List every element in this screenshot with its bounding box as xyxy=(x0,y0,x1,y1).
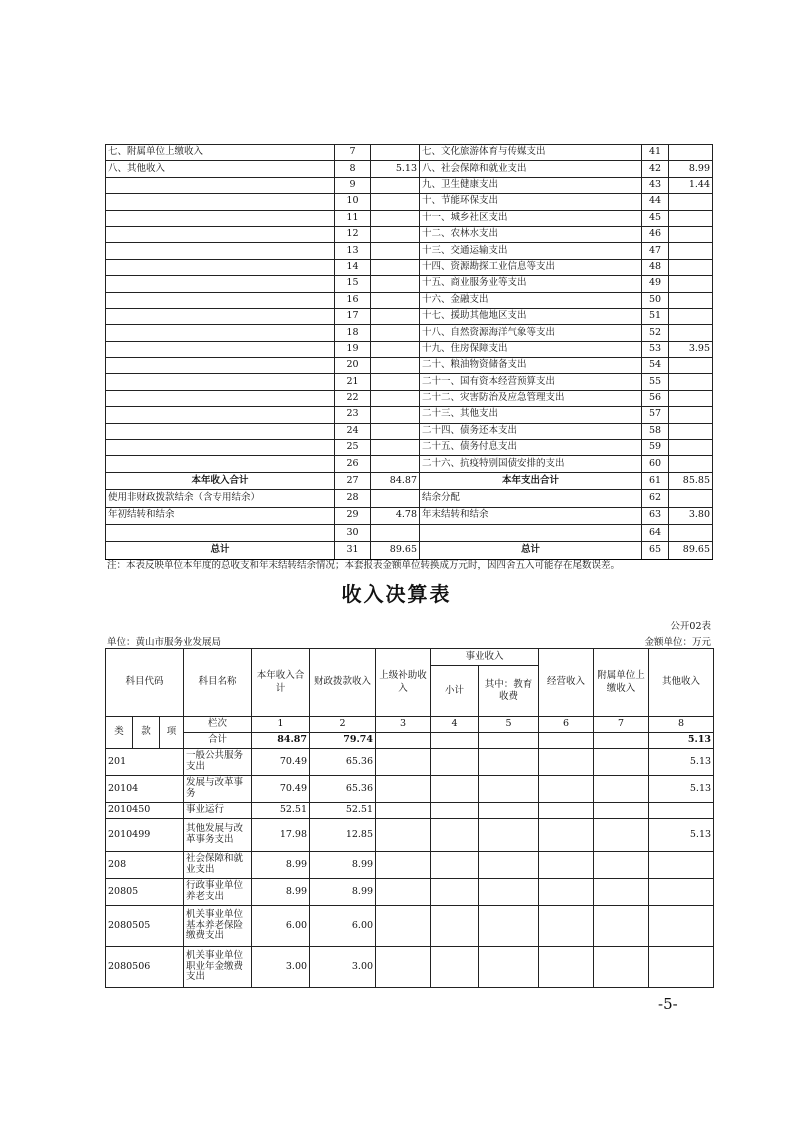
subject-name: 行政事业单位养老支出 xyxy=(184,879,252,906)
non-fiscal-balance-row xyxy=(106,490,713,507)
line-number: 9 xyxy=(335,177,371,193)
line-number: 22 xyxy=(335,390,371,406)
line-number: 48 xyxy=(642,259,669,275)
line-number: 25 xyxy=(335,440,371,456)
expense-item: 二十五、债务付息支出 xyxy=(420,440,642,456)
subject-name: 社会保障和就业支出 xyxy=(184,852,252,879)
line-number: 64 xyxy=(642,524,669,541)
beginning-balance-label: 年初结转和结余 xyxy=(106,507,335,524)
subject-name: 发展与改革事务 xyxy=(184,776,252,803)
total-year-expense-label: 本年支出合计 xyxy=(420,472,642,489)
income-amount xyxy=(371,145,420,161)
subject-name: 机关事业单位基本养老保险缴费支出 xyxy=(184,906,252,947)
line-number: 47 xyxy=(642,243,669,259)
total-row xyxy=(106,733,714,749)
income-amount xyxy=(371,440,420,456)
expense-item: 七、文化旅游体育与传媒支出 xyxy=(420,145,642,161)
table-row xyxy=(106,177,713,193)
income-amount: 5.13 xyxy=(371,161,420,177)
expense-item: 九、卫生健康支出 xyxy=(420,177,642,193)
line-number: 23 xyxy=(335,407,371,423)
table-row xyxy=(106,145,713,161)
ending-balance-label: 年末结转和结余 xyxy=(420,507,642,524)
grand-total-expense-label: 总计 xyxy=(420,542,642,559)
line-number: 60 xyxy=(642,456,669,472)
line-number: 59 xyxy=(642,440,669,456)
income-item xyxy=(106,276,335,292)
line-number: 14 xyxy=(335,259,371,275)
income-item xyxy=(106,194,335,210)
expense-item: 二十一、国有资本经营预算支出 xyxy=(420,374,642,390)
total-income-value: 84.87 xyxy=(252,733,310,749)
expense-amount xyxy=(669,358,713,374)
header-affiliated-income: 附属单位上缴收入 xyxy=(594,649,649,717)
income-amount xyxy=(371,292,420,308)
column-number: 5 xyxy=(479,717,539,733)
line-number: 53 xyxy=(642,341,669,357)
subject-code: 208 xyxy=(106,852,184,879)
header-subject-code: 科目代码 xyxy=(106,649,184,717)
grand-total-expense-amount: 89.65 xyxy=(669,542,713,559)
expense-amount xyxy=(669,325,713,341)
fiscal-value: 12.85 xyxy=(310,819,376,852)
table-row xyxy=(106,803,714,819)
header-education-fees: 其中：教育收费 xyxy=(479,666,539,717)
table-row xyxy=(106,358,713,374)
total-year-row xyxy=(106,472,713,489)
balance-row xyxy=(106,507,713,524)
page-number: -5- xyxy=(658,995,678,1013)
fiscal-value: 3.00 xyxy=(310,947,376,988)
subject-code: 2010450 xyxy=(106,803,184,819)
expense-item: 十、节能环保支出 xyxy=(420,194,642,210)
line-number: 52 xyxy=(642,325,669,341)
table-row xyxy=(106,947,714,988)
income-amount xyxy=(371,374,420,390)
expense-item: 二十、粮油物资储备支出 xyxy=(420,358,642,374)
total-year-income-label: 本年收入合计 xyxy=(106,472,335,489)
income-item xyxy=(106,177,335,193)
other-income-value xyxy=(649,852,714,879)
line-number: 65 xyxy=(642,542,669,559)
income-item xyxy=(106,325,335,341)
income-item xyxy=(106,358,335,374)
line-number: 43 xyxy=(642,177,669,193)
total-income-value: 6.00 xyxy=(252,906,310,947)
table-row xyxy=(106,776,714,803)
header-section: 款 xyxy=(133,717,160,749)
line-number: 63 xyxy=(642,507,669,524)
beginning-balance-amount: 4.78 xyxy=(371,507,420,524)
line-number: 21 xyxy=(335,374,371,390)
table-row xyxy=(106,852,714,879)
total-income-value: 70.49 xyxy=(252,749,310,776)
line-number: 29 xyxy=(335,507,371,524)
expense-amount: 1.44 xyxy=(669,177,713,193)
subject-name: 事业运行 xyxy=(184,803,252,819)
income-item xyxy=(106,374,335,390)
table-row xyxy=(106,226,713,242)
subject-code: 20805 xyxy=(106,879,184,906)
other-income-value: 5.13 xyxy=(649,819,714,852)
fiscal-value: 65.36 xyxy=(310,776,376,803)
reporting-unit: 单位：黄山市服务业发展局 xyxy=(107,637,222,648)
table-row xyxy=(106,276,713,292)
line-number: 27 xyxy=(335,472,371,489)
column-number: 2 xyxy=(310,717,376,733)
expense-item: 二十二、灾害防治及应急管理支出 xyxy=(420,390,642,406)
line-number: 49 xyxy=(642,276,669,292)
income-item xyxy=(106,308,335,324)
expense-amount xyxy=(669,423,713,439)
total-income-value: 8.99 xyxy=(252,852,310,879)
total-year-expense-amount: 85.85 xyxy=(669,472,713,489)
table-row xyxy=(106,407,713,423)
non-fiscal-balance-amount xyxy=(371,490,420,507)
income-item xyxy=(106,226,335,242)
table-row xyxy=(106,374,713,390)
expense-item: 十九、住房保障支出 xyxy=(420,341,642,357)
income-amount xyxy=(371,390,420,406)
column-number: 4 xyxy=(431,717,479,733)
line-number: 51 xyxy=(642,308,669,324)
non-fiscal-balance-label: 使用非财政拨款结余（含专用结余） xyxy=(106,490,335,507)
table-row xyxy=(106,161,713,177)
fiscal-value: 6.00 xyxy=(310,906,376,947)
total-income-value: 8.99 xyxy=(252,879,310,906)
expense-item: 二十三、其他支出 xyxy=(420,407,642,423)
expense-amount xyxy=(669,226,713,242)
other-income-value xyxy=(649,879,714,906)
line-number: 11 xyxy=(335,210,371,226)
total-income-value: 52.51 xyxy=(252,803,310,819)
balance-distribution-amount xyxy=(669,490,713,507)
column-number: 8 xyxy=(649,717,714,733)
grand-total-income-label: 总计 xyxy=(106,542,335,559)
header-item: 项 xyxy=(160,717,184,749)
table-row xyxy=(106,325,713,341)
expense-item: 二十六、抗疫特别国债安排的支出 xyxy=(420,456,642,472)
income-amount xyxy=(371,423,420,439)
line-number: 50 xyxy=(642,292,669,308)
header-operating-income: 经营收入 xyxy=(539,649,594,717)
total-year-income-amount: 84.87 xyxy=(371,472,420,489)
other-income-value xyxy=(649,906,714,947)
income-amount xyxy=(371,177,420,193)
total-fiscal-value: 79.74 xyxy=(310,733,376,749)
expense-amount xyxy=(669,145,713,161)
header-class: 类 xyxy=(106,717,133,749)
income-amount xyxy=(371,276,420,292)
total-other-value: 5.13 xyxy=(649,733,714,749)
header-subtotal: 小计 xyxy=(431,666,479,717)
header-superior-subsidy: 上级补助收入 xyxy=(376,649,431,717)
table-row xyxy=(106,341,713,357)
income-item: 七、附属单位上缴收入 xyxy=(106,145,335,161)
header-fiscal-appropriation: 财政拨款收入 xyxy=(310,649,376,717)
expense-item: 十五、商业服务业等支出 xyxy=(420,276,642,292)
table-note: 注：本表反映单位本年度的总收支和年末结转结余情况；本套报表金额单位转换成万元时，因四舍五入可能存在尾数误差。 xyxy=(107,560,621,571)
expense-item: 十四、资源勘探工业信息等支出 xyxy=(420,259,642,275)
line-number: 31 xyxy=(335,542,371,559)
expense-item: 十七、援助其他地区支出 xyxy=(420,308,642,324)
income-item xyxy=(106,243,335,259)
income-amount xyxy=(371,341,420,357)
line-number: 57 xyxy=(642,407,669,423)
line-number: 44 xyxy=(642,194,669,210)
income-amount xyxy=(371,194,420,210)
amount-unit: 金额单位：万元 xyxy=(644,637,711,648)
income-item xyxy=(106,210,335,226)
expense-item: 八、社会保障和就业支出 xyxy=(420,161,642,177)
column-number: 7 xyxy=(594,717,649,733)
line-number: 30 xyxy=(335,524,371,541)
income-amount xyxy=(371,243,420,259)
expense-amount xyxy=(669,292,713,308)
income-item xyxy=(106,390,335,406)
table-row xyxy=(106,456,713,472)
expense-amount: 3.95 xyxy=(669,341,713,357)
total-income-value: 17.98 xyxy=(252,819,310,852)
subject-code: 2010499 xyxy=(106,819,184,852)
income-item: 八、其他收入 xyxy=(106,161,335,177)
line-number: 12 xyxy=(335,226,371,242)
total-income-value: 3.00 xyxy=(252,947,310,988)
line-number: 15 xyxy=(335,276,371,292)
expense-amount xyxy=(669,456,713,472)
form-number: 公开02表 xyxy=(670,621,711,632)
line-number: 54 xyxy=(642,358,669,374)
income-statement-table xyxy=(105,648,714,988)
line-number: 61 xyxy=(642,472,669,489)
income-item xyxy=(106,292,335,308)
expense-amount xyxy=(669,259,713,275)
table-row xyxy=(106,390,713,406)
total-label: 合计 xyxy=(184,733,252,749)
column-number: 3 xyxy=(376,717,431,733)
line-number: 20 xyxy=(335,358,371,374)
table-row xyxy=(106,879,714,906)
expense-item: 十六、金融支出 xyxy=(420,292,642,308)
expense-amount xyxy=(669,210,713,226)
header-business-income: 事业收入 xyxy=(431,649,539,666)
subject-name: 其他发展与改革事务支出 xyxy=(184,819,252,852)
line-number: 18 xyxy=(335,325,371,341)
expense-item: 十二、农林水支出 xyxy=(420,226,642,242)
table-row xyxy=(106,210,713,226)
blank-row xyxy=(106,524,713,541)
fiscal-value: 52.51 xyxy=(310,803,376,819)
income-expense-summary-table xyxy=(105,144,713,560)
subject-code: 2080505 xyxy=(106,906,184,947)
income-item xyxy=(106,407,335,423)
table-row xyxy=(106,259,713,275)
line-number: 62 xyxy=(642,490,669,507)
subject-name: 一般公共服务支出 xyxy=(184,749,252,776)
subject-code: 20104 xyxy=(106,776,184,803)
balance-distribution-label: 结余分配 xyxy=(420,490,642,507)
column-number: 6 xyxy=(539,717,594,733)
expense-amount xyxy=(669,308,713,324)
table-row xyxy=(106,243,713,259)
header-total-income: 本年收入合计 xyxy=(252,649,310,717)
fiscal-value: 8.99 xyxy=(310,879,376,906)
column-number: 1 xyxy=(252,717,310,733)
expense-amount xyxy=(669,390,713,406)
table-row xyxy=(106,440,713,456)
table-row xyxy=(106,819,714,852)
income-amount xyxy=(371,308,420,324)
income-amount xyxy=(371,325,420,341)
table-row xyxy=(106,749,714,776)
line-number: 58 xyxy=(642,423,669,439)
expense-amount: 8.99 xyxy=(669,161,713,177)
line-number: 46 xyxy=(642,226,669,242)
income-amount xyxy=(371,358,420,374)
line-number: 26 xyxy=(335,456,371,472)
fiscal-value: 65.36 xyxy=(310,749,376,776)
header-column-no: 栏次 xyxy=(184,717,252,733)
header-subject-name: 科目名称 xyxy=(184,649,252,717)
line-number: 24 xyxy=(335,423,371,439)
expense-item: 十八、自然资源海洋气象等支出 xyxy=(420,325,642,341)
other-income-value: 5.13 xyxy=(649,749,714,776)
subject-code: 201 xyxy=(106,749,184,776)
line-number: 8 xyxy=(335,161,371,177)
line-number: 55 xyxy=(642,374,669,390)
other-income-value: 5.13 xyxy=(649,776,714,803)
income-amount xyxy=(371,259,420,275)
expense-amount xyxy=(669,407,713,423)
table-row xyxy=(106,308,713,324)
subject-name: 机关事业单位职业年金缴费支出 xyxy=(184,947,252,988)
line-number: 16 xyxy=(335,292,371,308)
income-item xyxy=(106,341,335,357)
expense-amount xyxy=(669,276,713,292)
income-item xyxy=(106,423,335,439)
header-other-income: 其他收入 xyxy=(649,649,714,717)
expense-amount xyxy=(669,243,713,259)
table-row xyxy=(106,194,713,210)
other-income-value xyxy=(649,947,714,988)
expense-amount xyxy=(669,440,713,456)
expense-item: 十三、交通运输支出 xyxy=(420,243,642,259)
subject-code: 2080506 xyxy=(106,947,184,988)
line-number: 7 xyxy=(335,145,371,161)
line-number: 19 xyxy=(335,341,371,357)
line-number: 42 xyxy=(642,161,669,177)
ending-balance-amount: 3.80 xyxy=(669,507,713,524)
line-number: 10 xyxy=(335,194,371,210)
table-row xyxy=(106,906,714,947)
other-income-value xyxy=(649,803,714,819)
expense-item: 二十四、债务还本支出 xyxy=(420,423,642,439)
income-amount xyxy=(371,210,420,226)
table-row xyxy=(106,423,713,439)
line-number: 13 xyxy=(335,243,371,259)
income-item xyxy=(106,440,335,456)
income-amount xyxy=(371,407,420,423)
income-amount xyxy=(371,226,420,242)
line-number: 45 xyxy=(642,210,669,226)
total-income-value: 70.49 xyxy=(252,776,310,803)
line-number: 17 xyxy=(335,308,371,324)
expense-amount xyxy=(669,194,713,210)
line-number: 28 xyxy=(335,490,371,507)
line-number: 56 xyxy=(642,390,669,406)
income-item xyxy=(106,259,335,275)
table-row xyxy=(106,292,713,308)
page-title: 收入决算表 xyxy=(341,582,452,606)
expense-amount xyxy=(669,374,713,390)
fiscal-value: 8.99 xyxy=(310,852,376,879)
income-amount xyxy=(371,456,420,472)
income-item xyxy=(106,456,335,472)
grand-total-income-amount: 89.65 xyxy=(371,542,420,559)
expense-item: 十一、城乡社区支出 xyxy=(420,210,642,226)
line-number: 41 xyxy=(642,145,669,161)
